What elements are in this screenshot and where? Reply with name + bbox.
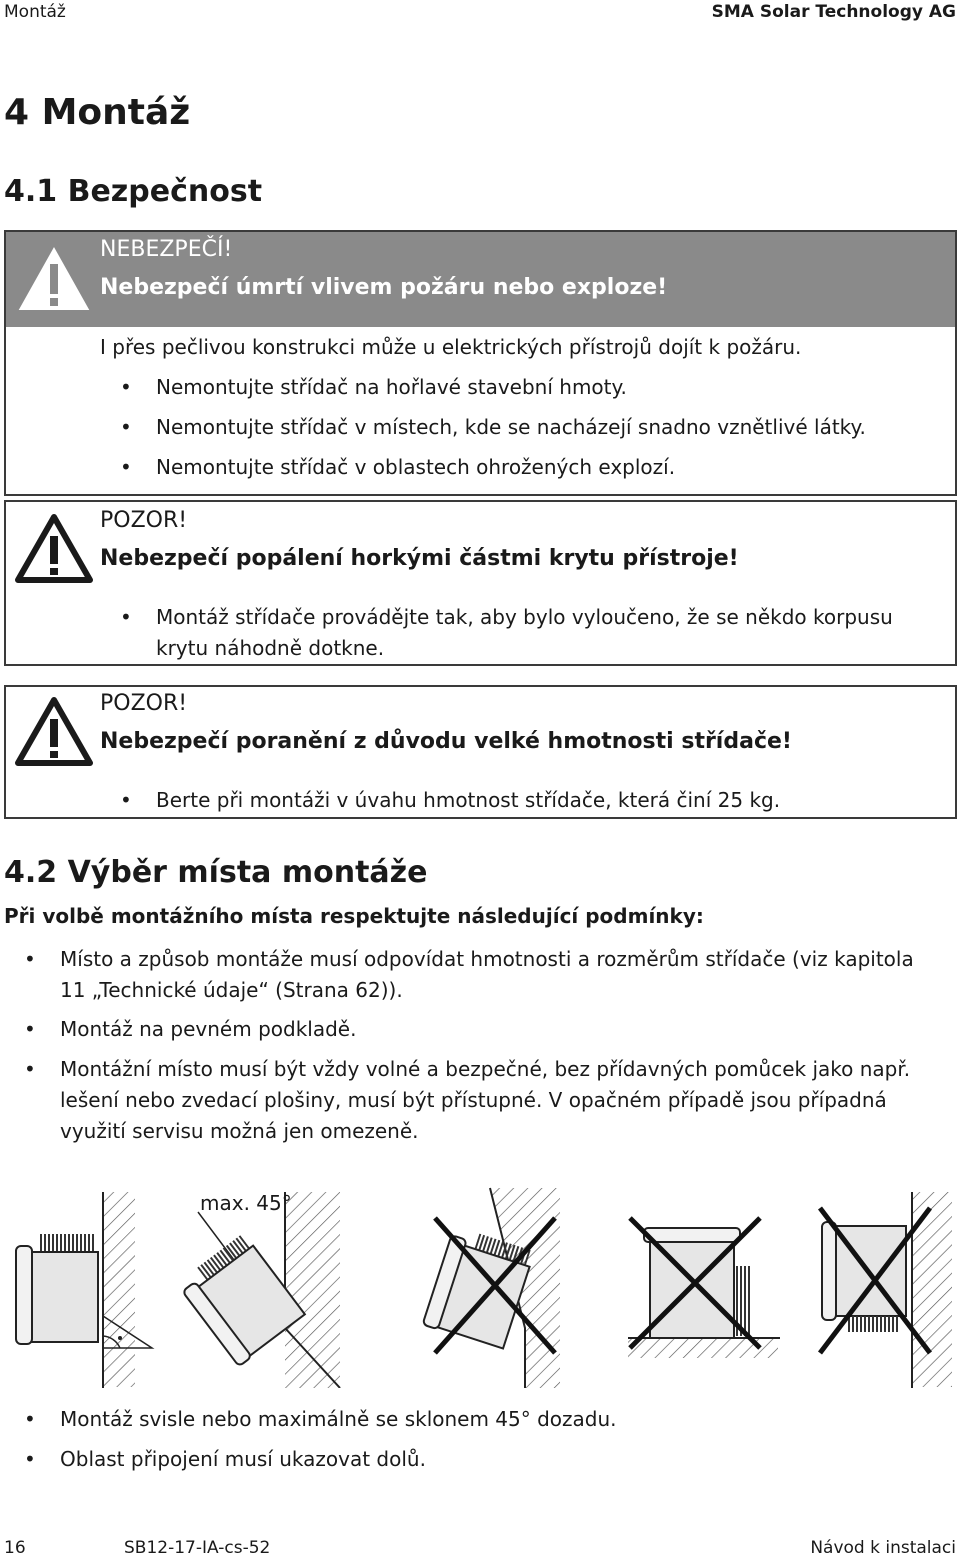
figure-overhang-not-allowed [423, 1188, 560, 1388]
header-company: SMA Solar Technology AG [711, 2, 956, 22]
figure-angle-label: max. 45° [200, 1191, 292, 1215]
danger-bullet: • Nemontujte střídač v oblastech ohrožených explozí. [120, 455, 676, 479]
danger-box [4, 230, 957, 496]
caution-headline: Nebezpečí poranění z důvodu velké hmotnosti střídače! [100, 729, 792, 754]
condition-item: • Montáž na pevném podkladě. [24, 1017, 357, 1041]
danger-headline: Nebezpečí úmrtí vlivem požáru nebo exploze! [100, 275, 668, 300]
condition-item: • Montážní místo musí být vždy volné a bezpečné, bez přídavných pomůcek jako např. lešení nebo zvedací plošiny, musí být přístupné. V opačném případě jsou případná využití servisu možná jen omezeně. [24, 1057, 911, 1143]
figure-horizontal-not-allowed [628, 1218, 780, 1358]
figure-tilted-ok [176, 1192, 340, 1388]
condition-item: • Místo a způsob montáže musí odpovídat hmotnosti a rozměrům střídače (viz kapitola 11 „Technické údaje“ (Strana 62)). [24, 947, 914, 1002]
section-intro: Při volbě montážního místa respektujte následující podmínky: [4, 904, 704, 928]
danger-text: I přes pečlivou konstrukci může u elektrických přístrojů dojít k požáru. [100, 335, 802, 359]
chapter-title: 4 Montáž [4, 92, 191, 133]
warning-triangle-icon [14, 242, 94, 314]
figure-upside-down-not-allowed [820, 1192, 952, 1388]
danger-bullet: • Nemontujte střídač na hořlavé stavební hmoty. [120, 375, 627, 399]
danger-bullet: • Nemontujte střídač v místech, kde se nacházejí snadno vznětlivé látky. [120, 415, 866, 439]
caution-headline: Nebezpečí popálení horkými částmi krytu přístroje! [100, 546, 739, 571]
section-title-location: 4.2 Výběr místa montáže [4, 855, 428, 890]
footer-doc-id: SB12-17-IA-cs-52 [124, 1538, 271, 1558]
mounting-rule-item: • Oblast připojení musí ukazovat dolů. [24, 1447, 426, 1471]
warning-triangle-icon [14, 512, 94, 584]
footer-page-number: 16 [4, 1538, 26, 1558]
caution-bullet: • Berte při montáži v úvahu hmotnost střídače, která činí 25 kg. [120, 788, 781, 812]
header-section-label: Montáž [4, 2, 66, 22]
warning-triangle-icon [14, 695, 94, 767]
caution-box-weight [4, 685, 957, 819]
caution-bullet: • Montáž střídače provádějte tak, aby bylo vyloučeno, že se někdo korpusu krytu náhodně dotkne. [120, 605, 893, 660]
mounting-positions-illustration [0, 1178, 960, 1388]
caution-signal-word: POZOR! [100, 508, 188, 533]
footer-doc-type: Návod k instalaci [810, 1538, 956, 1558]
caution-box-burn [4, 500, 957, 666]
danger-signal-word: NEBEZPEČÍ! [100, 237, 233, 262]
mounting-rule-item: • Montáž svisle nebo maximálně se sklonem 45° dozadu. [24, 1407, 617, 1431]
caution-signal-word: POZOR! [100, 691, 188, 716]
section-title-safety: 4.1 Bezpečnost [4, 174, 263, 209]
figure-vertical-ok [16, 1192, 152, 1388]
